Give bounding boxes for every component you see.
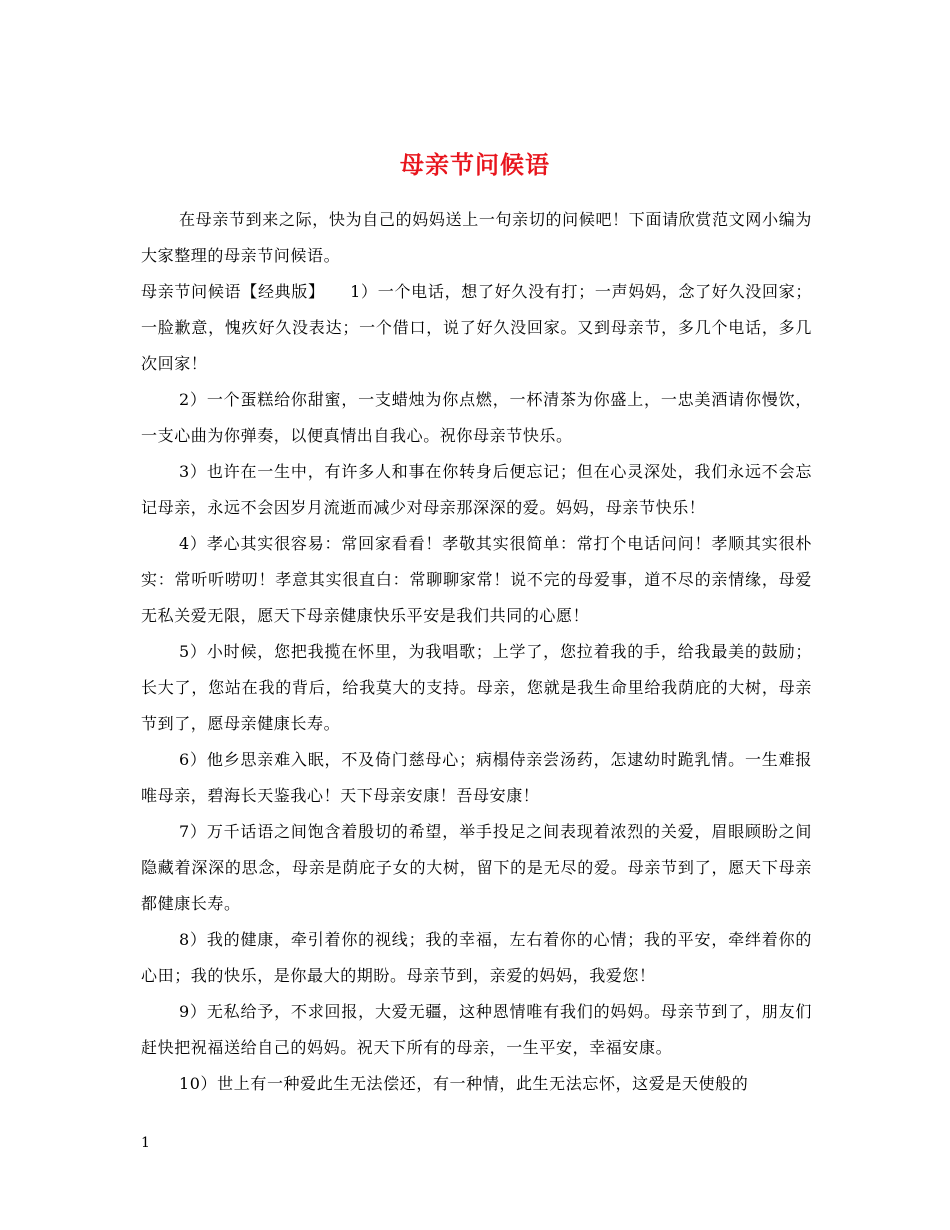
document-body: [141, 202, 812, 1102]
paragraph-3: 3）也许在一生中，有许多人和事在你转身后便忘记；但在心灵深处，我们永远不会忘记母亲，永远不会因岁月流逝而减少对母亲那深深的爱。妈妈，母亲节快乐！: [141, 462, 812, 517]
paragraph-7: 7）万千话语之间饱含着殷切的希望，举手投足之间表现着浓烈的关爱，眉眼顾盼之间隐藏着深深的思念，母亲是荫庇子女的大树，留下的是无尽的爱。母亲节到了，愿天下母亲都健康长寿。: [141, 822, 812, 913]
paragraph-9: 9）无私给予，不求回报，大爱无疆，这种恩情唯有我们的妈妈。母亲节到了，朋友们赶快把祝福送给自己的妈妈。祝天下所有的母亲，一生平安，幸福安康。: [141, 1002, 812, 1057]
paragraph-4: 4）孝心其实很容易：常回家看看！孝敬其实很简单：常打个电话问问！孝顺其实很朴实：常听听唠叨！孝意其实很直白：常聊聊家常！说不完的母爱事，道不尽的亲情缘，母爱无私关爱无限，愿天下母亲健康快乐平安是我们共同的心愿！: [141, 534, 812, 625]
page-number: 1: [141, 1135, 150, 1151]
paragraph-intro: 在母亲节到来之际，快为自己的妈妈送上一句亲切的问候吧！下面请欣赏范文网小编为大家整理的母亲节问候语。: [141, 210, 812, 265]
document-title: 母亲节问候语: [400, 150, 550, 180]
paragraph-2: 2）一个蛋糕给你甜蜜，一支蜡烛为你点燃，一杯清茶为你盛上，一忠美酒请你慢饮，一支心曲为你弹奏，以便真情出自我心。祝你母亲节快乐。: [141, 390, 812, 445]
paragraph-6: 6）他乡思亲难入眠，不及倚门慈母心；病榻侍亲尝汤药，怎逮幼时跪乳情。一生难报唯母亲，碧海长天鉴我心！天下母亲安康！吾母安康！: [141, 750, 812, 805]
paragraph-1: 母亲节问候语【经典版】 1）一个电话，想了好久没有打；一声妈妈，念了好久没回家；一脸歉意，愧疚好久没表达；一个借口，说了好久没回家。又到母亲节，多几个电话，多几次回家！: [141, 282, 812, 373]
paragraph-5: 5）小时候，您把我揽在怀里，为我唱歌；上学了，您拉着我的手，给我最美的鼓励；长大了，您站在我的背后，给我莫大的支持。母亲，您就是我生命里给我荫庇的大树，母亲节到了，愿母亲健康长寿。: [141, 642, 812, 733]
paragraph-10: 10）世上有一种爱此生无法偿还，有一种情，此生无法忘怀，这爱是天使般的: [179, 1074, 749, 1093]
paragraph-8: 8）我的健康，牵引着你的视线；我的幸福，左右着你的心情；我的平安，牵绊着你的心田；我的快乐，是你最大的期盼。母亲节到，亲爱的妈妈，我爱您！: [141, 930, 812, 985]
